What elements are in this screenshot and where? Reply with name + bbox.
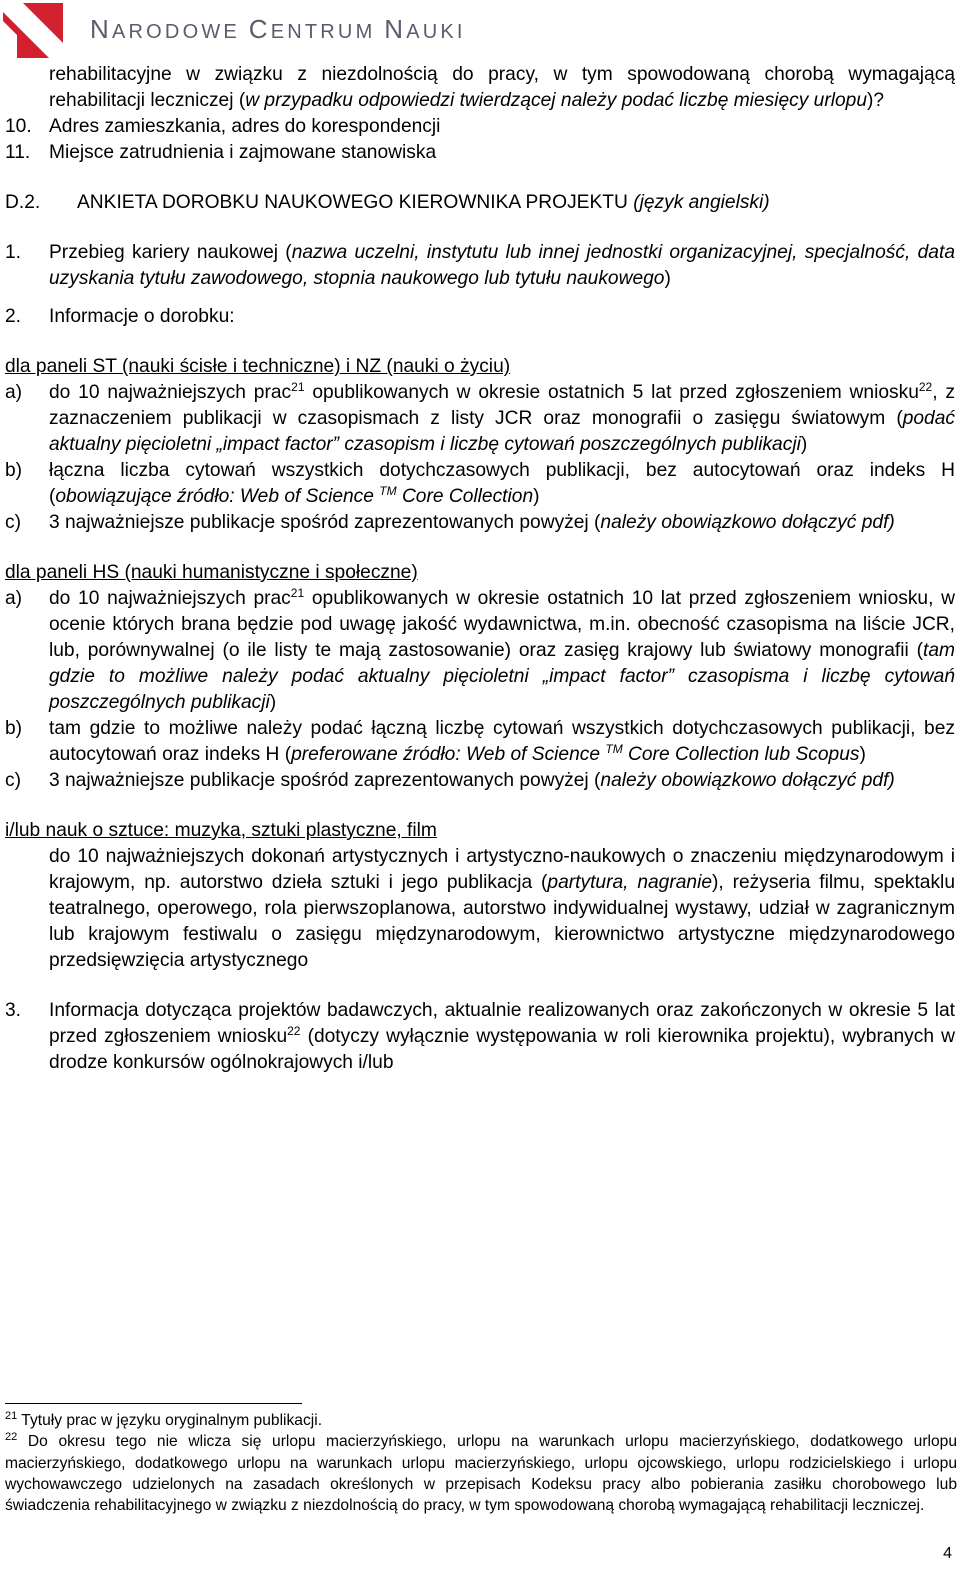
question-text: Przebieg kariery naukowej (nazwa uczelni, instytutu lub innej jednostki organizacyjnej, specjalność, data uzyskania tytułu zawodowego, stopnia naukowego lub tytułu naukowego) (49, 242, 955, 289)
list-label: a) (5, 382, 23, 403)
st-item-a (5, 380, 955, 458)
ncn-logo-icon (3, 3, 63, 58)
list-text: łączna liczba cytowań wszystkich dotychczasowych publikacji, bez autocytowań oraz indeks H (obowiązujące źródło: Web of Science ™ Core Collection) (49, 460, 955, 507)
question-text: Informacja dotycząca projektów badawczych, aktualnie realizowanych oraz zakończonych w okresie 5 lat przed zgłoszeniem wniosku$^{22}$ (dotyczy wyłącznie występowania w roli kierownika projektu), wybranych w drodze konkursów ogólnokrajowych i/lub (49, 1000, 955, 1073)
continuation-text: rehabilitacyjne w związku z niezdolnością do pracy, w tym spowodowaną chorobą wymagającą rehabilitacji leczniczej (w przypadku odpowiedzi twierdzącej należy podać liczbę miesięcy urlopu)? (49, 64, 955, 111)
question-number: 1. (5, 242, 22, 263)
question-2 (5, 304, 955, 330)
list-label: c) (5, 770, 21, 791)
arts-heading: i/lub nauk o sztuce: muzyka, sztuki plastyczne, film (5, 820, 437, 841)
footnote-22: $^{22}$ Do okresu tego nie wlicza się urlopu macierzyńskiego, urlopu na warunkach urlopu macierzyńskiego, dodatkowego urlopu macierzyńskiego, dodatkowego urlopu na warunkach urlopu macierzyńskiego, urlopu ojcowskiego, urlopu rodzicielskiego i urlopu wychowawczego udzielonych na zasadach określonych w przepisach Kodeksu pracy albo pobierania zasiłku chorobowego lub świadczenia rehabilitacyjnego w związku z niezdolnością do pracy, w tym spowodowaną chorobą wymagającą rehabilitacji leczniczej. (5, 1431, 957, 1515)
hs-heading: dla paneli HS (nauki humanistyczne i społeczne) (5, 562, 418, 583)
st-item-b (5, 458, 955, 510)
document-body (5, 62, 955, 1076)
item-number: 11. (5, 142, 31, 163)
st-heading: dla paneli ST (nauki ścisłe i techniczne) i NZ (nauki o życiu) (5, 356, 511, 377)
question-number: 2. (5, 306, 22, 327)
arts-text: do 10 najważniejszych dokonań artystycznych i artystyczno-naukowych o znaczeniu międzynarodowym i krajowym, np. autorstwo dzieła sztuki i jego publikacja (partytura, nagranie), reżyseria filmu, spektaklu teatralnego, operowego, rola pierwszoplanowa, autorstwo indywidualnej wystawy, udział w zagranicznym lub krajowym festiwalu o zasięgu międzynarodowym, kierownictwo artystyczne międzynarodowego przedsięwzięcia artystycznego (49, 846, 955, 971)
list-text: do 10 najważniejszych prac$^{21}$ opublikowanych w okresie ostatnich 5 lat przed zgłoszeniem wniosku$^{22}$, z zaznaczeniem publikacji w czasopismach z listy JCR oraz monografii o zasięgu światowym (podać aktualny pięcioletni „impact factor” czasopism i liczbę cytowań poszczególnych publikacji) (49, 380, 955, 455)
question-number: 3. (5, 1000, 22, 1021)
page-number: 4 (943, 1545, 952, 1562)
hs-item-c (5, 768, 955, 794)
hs-item-a (5, 586, 955, 716)
footnote-separator (5, 1403, 302, 1404)
item-number: 10. (5, 116, 32, 137)
list-text: tam gdzie to możliwe należy podać łączną liczbę cytowań wszystkich dotychczasowych publikacji, bez autocytowań oraz indeks H (preferowane źródło: Web of Science ™ Core Collection lub Scopus) (49, 718, 955, 765)
question-text: Informacje o dorobku: (49, 306, 235, 327)
question-3 (5, 998, 955, 1076)
section-title: ANKIETA DOROBKU NAUKOWEGO KIEROWNIKA PROJEKTU (język angielski) (77, 192, 770, 213)
list-label: b) (5, 460, 23, 481)
list-text: 3 najważniejsze publikacje spośród zaprezentowanych powyżej (należy obowiązkowo dołączyć pdf) (49, 512, 895, 533)
brand-name: NARODOWE CENTRUM NAUKI (90, 14, 466, 44)
section-heading (5, 190, 955, 216)
list-label: a) (5, 588, 23, 609)
list-text: 3 najważniejsze publikacje spośród zaprezentowanych powyżej (należy obowiązkowo dołączyć pdf) (49, 770, 895, 791)
footnote-21: $^{21}$ Tytuły prac w języku oryginalnym publikacji. (5, 1410, 323, 1429)
footnotes (5, 1410, 957, 1516)
item-text: Adres zamieszkania, adres do korespondencji (49, 116, 441, 137)
st-item-c (5, 510, 955, 536)
item-text: Miejsce zatrudnienia i zajmowane stanowiska (49, 142, 437, 163)
item-10 (5, 114, 955, 140)
list-label: c) (5, 512, 21, 533)
section-number: D.2. (5, 192, 41, 213)
list-text: do 10 najważniejszych prac$^{21}$ opublikowanych w okresie ostatnich 10 lat przed zgłoszeniem wniosku, w ocenie których brana będzie pod uwagę jakość wydawnictwa, m.in. obecność czasopisma na liście JCR, lub, porównywalnej (o ile listy te mają zastosowanie) oraz zasięg krajowy lub światowy monografii (tam gdzie to możliwe należy podać aktualny pięcioletni „impact factor” czasopisma i liczbę cytowań poszczególnych publikacji) (49, 586, 955, 713)
list-label: b) (5, 718, 23, 739)
header (0, 0, 960, 60)
item-11 (5, 140, 955, 166)
question-1 (5, 240, 955, 292)
hs-item-b (5, 716, 955, 768)
